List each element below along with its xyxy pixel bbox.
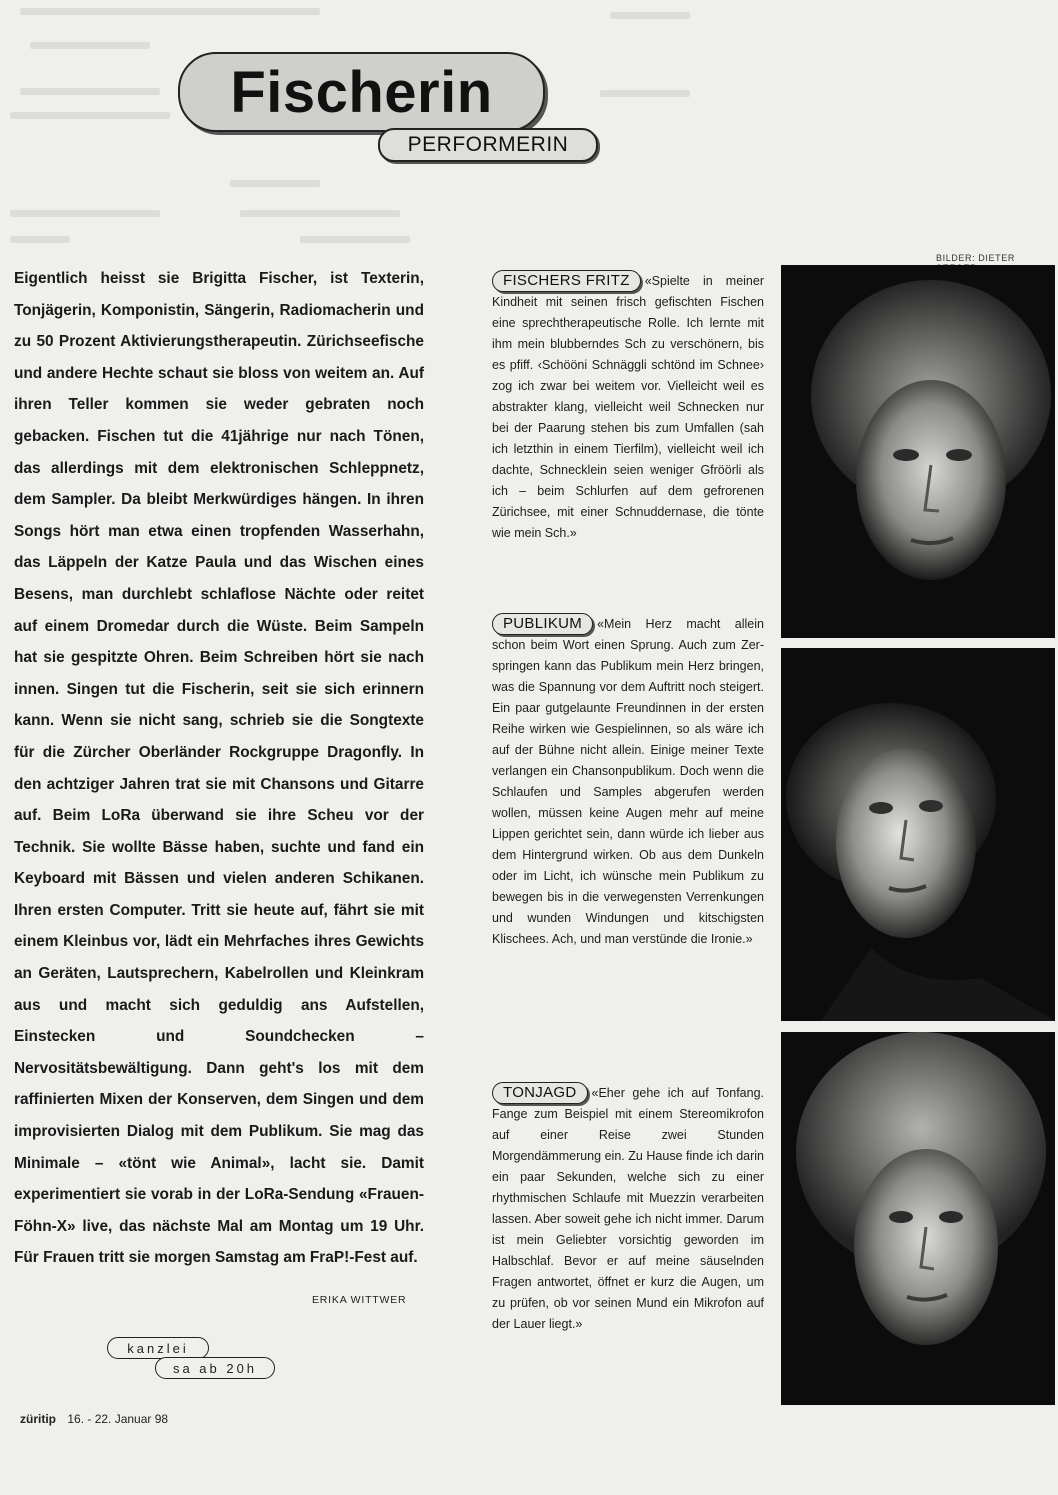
venue-time: sa ab 20h — [172, 1360, 258, 1376]
portrait-photo-2 — [781, 648, 1055, 1021]
page-footer — [20, 1412, 168, 1426]
section-label: PUBLIKUM — [492, 613, 593, 635]
section-text: «Eher gehe ich auf Tonfang. Fange zum Beispiel mit einem Stereomikrofon auf einer Reise zwei Stunden Morgendämmerung ein. Zu Hause finde ich darin ein paar Sekunden, welche sich zu einer rhythmischen Schlaufe mit Muezzin verarbeiten lassen. Aber soweit gehe ich nicht immer. Darum ist mein Geliebter vorsichtig geworden im Halbschlaf. Bevor er auf meine säuselnden Fragen antwortet, öffnet er kurz die Augen, um zu prüfen, ob vor seinen Mund ein Mikrofon auf der Lauer liegt.» — [492, 1086, 764, 1331]
title-banner — [178, 52, 545, 132]
portrait-photo-1 — [781, 265, 1055, 638]
footer-brand: züritip — [20, 1412, 56, 1426]
section-text: «Spielte in meiner Kindheit mit seinen frisch gefischten Fischen eine sprechtherapeutische Rolle. Ich lernte mit ihm mein blubberndes Sch zu verschönern, bis es pfiff. ‹Schööni Schnäggli schtönd im Schnee› zog ich zwar bei weitem vor. Vielleicht weil es abstrakter klang, vielleicht weil Schnecken nur bei der Paarung stehen bis zum Umfallen (sah ich letzthin in einem Tierfilm), vielleicht weil ich dachte, Schnecklein seien weniger Gfröörli als ich – beim Schlurfen auf dem gefrorenen Zürichsee, mit einer Schnuddernase, die tönte wie mein Sch.» — [492, 274, 764, 540]
venue-name-badge — [107, 1337, 209, 1359]
author-byline: ERIKA WITTWER — [312, 1294, 407, 1306]
venue-name: kanzlei — [127, 1340, 189, 1356]
footer-dates: 16. - 22. Januar 98 — [67, 1412, 169, 1426]
page-title: Fischerin — [230, 59, 493, 125]
portrait-photo-3 — [781, 1032, 1055, 1405]
page-subtitle: PERFORMERIN — [407, 133, 569, 156]
venue-time-badge — [155, 1357, 275, 1379]
section-publikum — [492, 613, 764, 950]
section-tonjagd — [492, 1082, 764, 1335]
section-label: TONJAGD — [492, 1082, 588, 1104]
section-label: FISCHERS FRITZ — [492, 270, 641, 292]
lead-article-text: Eigentlich heisst sie Brigitta Fischer, ist Texterin, Tonjägerin, Komponistin, Sängerin, Radiomacherin und zu 50 Prozent Aktivierungstherapeutin. Zürichseefische und andere Hechte schaut sie bloss von weitem an. Auf ihren Teller kommen sie weder gebraten noch gebacken. Fischen tut die 41jährige nur nach Tönen, das allerdings mit dem elektronischen Schleppnetz, dem Sampler. Da bleibt Merkwürdiges hängen. In ihren Songs hört man etwa einen tropfenden Wasserhahn, das Läppeln der Katze Paula und das Wischen eines Besens, man durchlebt schlaflose Nächte oder reitet auf einem Dromedar durch die Wüste. Beim Sampeln hat sie gespitzte Ohren. Beim Schreiben hört sie nach innen. Singen tut die Fischerin, seit sie sich erinnern kann. Wenn sie nicht sang, schrieb sie die Songtexte für die Zürcher Oberländer Rockgruppe Dragonfly. In den achtziger Jahren trat sie mit Chansons und Gitarre auf. Beim LoRa überwand sie ihre Scheu vor der Technik. Sie wollte Bässe haben, suchte und fand ein Keyboard mit Bässen und vielen anderen Schikanen. Ihren ersten Computer. Tritt sie heute auf, fährt sie mit einem Kleinbus vor, lädt ein Mehrfaches ihres Gewichts an Geräten, Lautsprechern, Kabelrollen und Kleinkram aus und macht sich geduldig ans Aufstellen, Einstecken und Soundchecken – Nervositätsbewältigung. Dann geht's los mit dem raffinierten Mixen der Konserven, dem Singen und dem improvisierten Dialog mit dem Publikum. Sie mag das Minimale – «tönt wie Animal», lacht sie. Damit experimentiert sie vorab in der LoRa-Sendung «Frauen-Föhn-X» live, das nächste Mal am Montag um 19 Uhr. Für Frauen tritt sie morgen Samstag am FraP!-Fest auf. — [14, 270, 424, 1267]
subtitle-banner — [378, 128, 598, 162]
section-text: «Mein Herz macht allein schon beim Wort einen Sprung. Auch zum Zer-springen kann das Publikum mein Herz bringen, was die Spannung vor dem Auftritt noch steigert. Ein paar gutgelaunte Freundinnen in der ersten Reihe wirken wie Gespielinnen, so als wäre ich auf der Bühne nicht allein. Einige meiner Texte verlangen ein Chansonpublikum. Doch wenn die Schlaufen und Samples abgerufen werden wollen, müssen keine Augen mehr auf meine Lippen gerichtet sein, dann würde ich lieber aus dem Hintergrund wirken. Ob aus dem Dunkeln oder im Licht, ich wünsche mein Publikum zu bewegen bis in die verwegensten Verrenkungen und wunden Windungen und kitschigsten Klischees. Ach, und man verstünde die Ironie.» — [492, 617, 764, 946]
photo-credit: BILDER: DIETER — [936, 253, 1015, 263]
section-fischers-fritz — [492, 270, 764, 544]
